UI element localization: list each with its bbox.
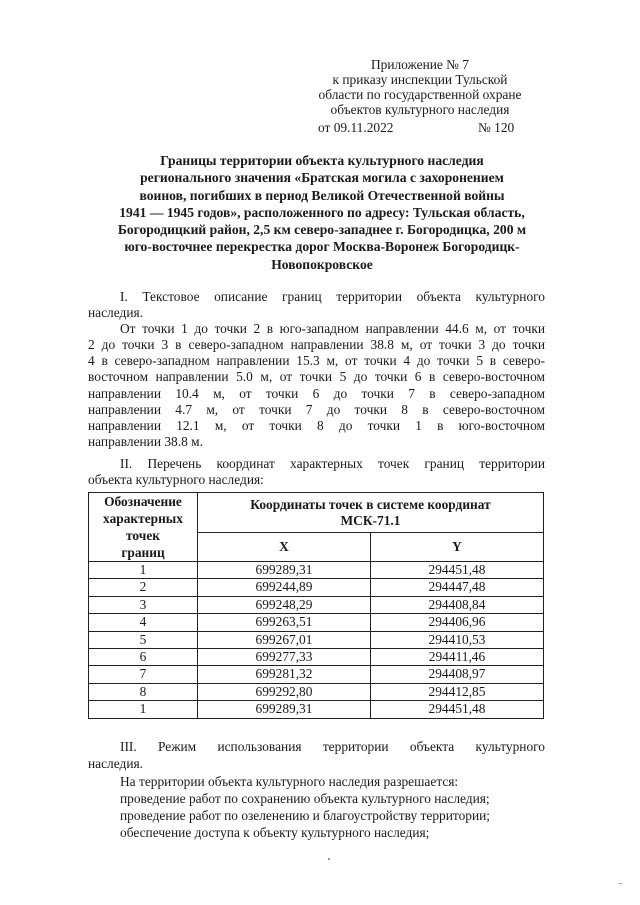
title-line: Богородицкий район, 2,5 км северо-западнее г. Богородицка, 200 м (117, 222, 527, 238)
text-line: I. Текстовое описание границ территории объекта культурного (120, 289, 545, 304)
x-cell: 699248,29 (198, 596, 371, 613)
point-cell: 2 (89, 579, 198, 596)
x-cell: 699263,51 (198, 614, 371, 631)
x-cell: 699267,01 (198, 631, 371, 648)
point-cell: 7 (89, 666, 198, 683)
title-line: 1941 — 1945 годов», расположенного по адресу: Тульская область, (119, 204, 525, 220)
table-row (89, 614, 544, 631)
text-line: проведение работ по сохранению объекта культурного наследия; (120, 790, 490, 806)
y-cell: 294411,46 (370, 649, 543, 666)
document-title (80, 152, 564, 273)
y-cell: 294406,96 (370, 614, 543, 631)
order-number: № 120 (478, 120, 515, 135)
text-line: 4 в северо-западном направлении 15.3 м, от точки 4 до точки 5 в северо- (88, 353, 545, 369)
y-cell: 294410,53 (370, 631, 543, 648)
title-line: Границы территории объекта культурного наследия (160, 153, 484, 168)
scan-speck (619, 883, 622, 884)
table-row (89, 562, 544, 579)
section-boundary-description (88, 289, 545, 450)
section-coordinates-intro (88, 456, 545, 488)
text-line: От точки 1 до точки 2 в юго-западном направлении 44.6 м, от точки (120, 321, 545, 337)
y-cell: 294447,48 (370, 579, 543, 596)
order-date: от 09.11.2022 (318, 120, 394, 135)
text-line: На территории объекта культурного наследия разрешается: (120, 773, 459, 789)
y-cell: 294408,97 (370, 666, 543, 683)
text-line: II. Перечень координат характерных точек границ территории (120, 456, 545, 471)
text-line: обеспечение доступа к объекту культурного наследия; (120, 825, 430, 841)
x-cell: 699281,32 (198, 666, 371, 683)
text-line: объекта культурного наследия: (88, 472, 264, 488)
title-line: регионального значения «Братская могила с захоронением (140, 170, 504, 186)
text-line: направлении 38.8 м. (88, 433, 203, 449)
title-line: юго-восточнее перекрестка дорог Москва-Воронеж Богородицк- (124, 239, 520, 255)
coordinate-system-header: Координаты точек в системе координат МСК-71.1 (198, 493, 544, 533)
scan-speck (328, 858, 330, 860)
y-cell: 294412,85 (370, 683, 543, 700)
x-cell: 699244,89 (198, 579, 371, 596)
table-row (89, 579, 544, 596)
table-row (89, 683, 544, 700)
x-cell: 699292,80 (198, 683, 371, 700)
text-line: восточном направлении 5.0 м, от точки 5 до точки 6 в северо-восточном (88, 369, 545, 385)
x-cell: 699277,33 (198, 649, 371, 666)
point-cell: 4 (89, 614, 198, 631)
table-header-row (89, 493, 544, 533)
order-line: области по государственной охране (318, 87, 522, 102)
text-line: наследия. (88, 305, 143, 321)
title-line: Новопокровское (271, 256, 373, 272)
section-usage-regime (88, 738, 545, 842)
title-line: воинов, погибших в период Великой Отечественной войны (139, 187, 505, 203)
point-cell: 6 (89, 649, 198, 666)
point-cell: 5 (89, 631, 198, 648)
y-cell: 294451,48 (370, 701, 543, 718)
text-line: направлении 10.4 м, от точки 6 до точки 7 в северо-западном (88, 385, 545, 401)
text-line: 2 до точки 3 в северо-западном направлении 38.8 м, от точки 3 до точки (88, 337, 545, 353)
appendix-label: Приложение № 7 (370, 57, 470, 72)
table-row (89, 596, 544, 613)
x-cell: 699289,31 (198, 701, 371, 718)
point-cell: 3 (89, 596, 198, 613)
y-cell: 294451,48 (370, 562, 543, 579)
text-line: III. Режим использования территории объекта культурного (120, 739, 545, 754)
text-line: наследия. (88, 756, 143, 772)
order-line: объектов культурного наследия (330, 102, 510, 117)
x-cell: 699289,31 (198, 562, 371, 579)
text-line: направлении 4.7 м, от точки 7 до точки 8 в северо-восточном (88, 401, 545, 417)
point-label-header: Обозначение характерных точек границ (89, 493, 198, 562)
y-cell: 294408,84 (370, 596, 543, 613)
text-line: направлении 12.1 м, от точки 8 до точки 1 в юго-восточном (88, 417, 545, 433)
appendix-header (300, 57, 540, 117)
coordinates-table (88, 492, 544, 719)
table-row (89, 631, 544, 648)
y-column-header: Y (370, 533, 543, 562)
point-cell: 1 (89, 701, 198, 718)
table-row (89, 701, 544, 718)
x-column-header: X (198, 533, 371, 562)
table-row (89, 649, 544, 666)
table-row (89, 666, 544, 683)
order-line: к приказу инспекции Тульской (332, 72, 508, 87)
point-cell: 8 (89, 683, 198, 700)
point-cell: 1 (89, 562, 198, 579)
text-line: проведение работ по озеленению и благоустройству территории; (120, 808, 491, 824)
